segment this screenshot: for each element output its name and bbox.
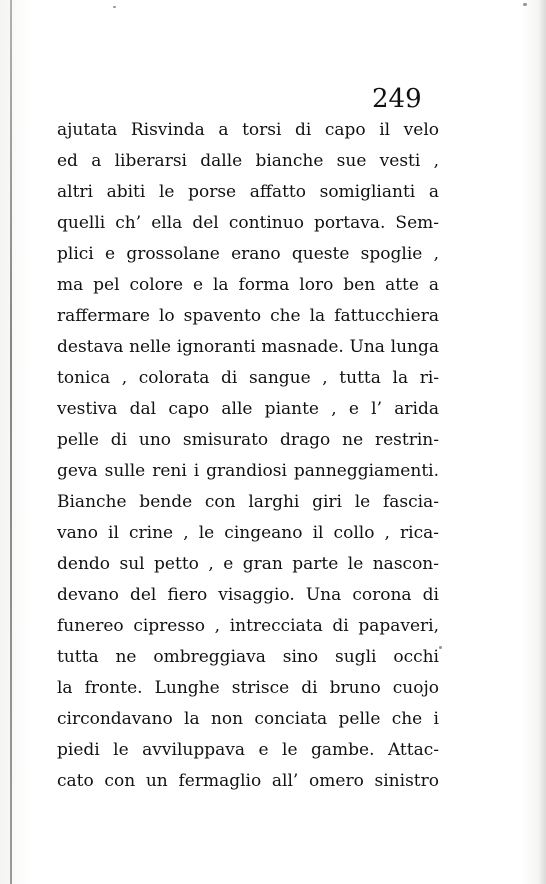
text-line: raffermare lo spavento che la fattucchiera (57, 306, 439, 326)
page-spine-shadow (10, 0, 12, 884)
text-line: geva sulle reni i grandiosi panneggiamenti. (57, 461, 439, 481)
body-text (57, 115, 439, 797)
ink-speck (523, 3, 527, 6)
page-edge-shadow (538, 0, 546, 884)
text-line: destava nelle ignoranti masnade. Una lunga (57, 337, 439, 357)
text-line: quelli ch’ ella del continuo portava. Sem- (57, 213, 439, 233)
text-line: ed a liberarsi dalle bianche sue vesti , (57, 151, 439, 171)
text-line: altri abiti le porse affatto somiglianti a (57, 182, 439, 202)
text-line: piedi le avviluppava e le gambe. Attac- (57, 740, 439, 760)
text-line: tonica , colorata di sangue , tutta la ri- (57, 368, 439, 388)
text-line: funereo cipresso , intrecciata di papaveri, (57, 616, 439, 636)
ink-speck (113, 6, 116, 8)
text-line: la fronte. Lunghe strisce di bruno cuojo (57, 678, 439, 698)
page-number: 249 (372, 84, 422, 114)
text-line: ma pel colore e la forma loro ben atte a (57, 275, 439, 295)
text-line: cato con un fermaglio all’ omero sinistro (57, 771, 439, 791)
text-line: vano il crine , le cingeano il collo , rica- (57, 523, 439, 543)
text-line: pelle di uno smisurato drago ne restrin- (57, 430, 439, 450)
text-line: Bianche bende con larghi giri le fascia- (57, 492, 439, 512)
ink-speck (439, 646, 442, 649)
text-line: circondavano la non conciata pelle che i (57, 709, 439, 729)
text-line: ajutata Risvinda a torsi di capo il velo (57, 120, 439, 140)
text-line: devano del fiero visaggio. Una corona di (57, 585, 439, 605)
text-line: dendo sul petto , e gran parte le nascon- (57, 554, 439, 574)
text-line: plici e grossolane erano queste spoglie , (57, 244, 439, 264)
text-line: tutta ne ombreggiava sino sugli occhi (57, 647, 439, 667)
text-line: vestiva dal capo alle piante , e l’ arida (57, 399, 439, 419)
